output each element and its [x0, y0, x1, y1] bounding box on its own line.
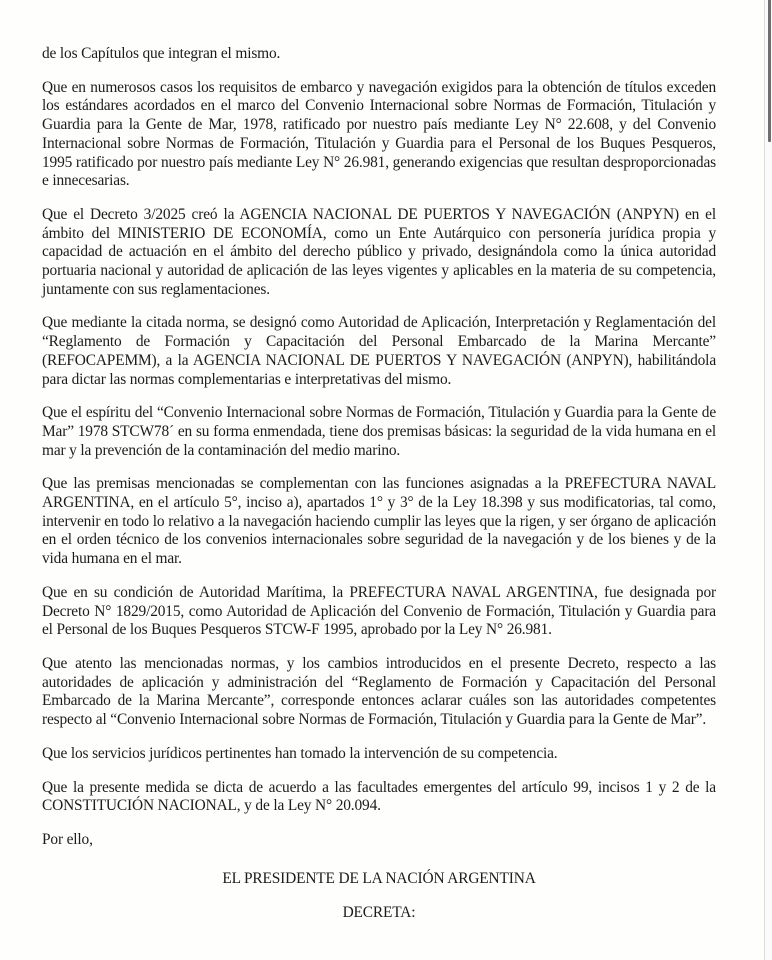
paragraph-chapters-continuation: de los Capítulos que integran el mismo.: [42, 45, 281, 62]
paragraph-facultades-constitucion: Que la presente medida se dicta de acuerdo a las facultades emergentes del artículo 99, incisos 1 y 2 de la CONSTITUCIÓN NACIONAL, y de la Ley N° 20.094.: [42, 778, 716, 815]
paragraph-premisas-prefectura: Que las premisas mencionadas se complementan con las funciones asignadas a la PREFECTURA NAVAL ARGENTINA, en el artículo 5°, inciso a), apartados 1° y 3° de la Ley 18.398 y sus modificatorias, tal como, intervenir en todo lo relativo a la navegación haciendo cumplir las leyes que la rigen, y ser órgano de aplicación en el orden técnico de los convenios internacionales sobre seguridad de la navegación y de los bienes y de la vida humana en el mar.: [42, 475, 716, 568]
paragraph-servicios-juridicos: Que los servicios jurídicos pertinentes han tomado la intervención de su competencia.: [42, 744, 558, 762]
decreta-heading: DECRETA:: [342, 904, 416, 922]
paragraph-requisitos-embarco: Que en numerosos casos los requisitos de embarco y navegación exigidos para la obtención de títulos exceden los estándares acordados en el marco del Convenio Internacional sobre Normas de Formación, Titulación y Guardia para la Gente de Mar, 1978, ratificado por nuestro país mediante Ley N° 22.608, y del Convenio Internacional sobre Normas de Formación, Titulación y Guardia para el Personal de los Buques Pesqueros, 1995 ratificado por nuestro país mediante Ley N° 26.981, generando exigencias que resultan desproporcionadas e innecesarias.: [42, 78, 716, 190]
paragraph-espiritu-convenio: Que el espíritu del “Convenio Internacional sobre Normas de Formación, Titulación y Guardia para la Gente de Mar” 1978 STCW78´ en su forma enmendada, tiene dos premisas básicas: la seguridad de la vida humana en el mar y la prevención de la contaminación del medio marino.: [42, 404, 716, 459]
closing-por-ello: Por ello,: [42, 830, 93, 848]
vertical-scrollbar[interactable]: [764, 0, 772, 960]
paragraph-refocapemm: Que mediante la citada norma, se designó como Autoridad de Aplicación, Interpretación y Reglamentación del “Reglamento de Formación y Capacitación del Personal Embarcado de la Marina Mercante” (REFOCAPEMM), a la AGENCIA NACIONAL DE PUERTOS Y NAVEGACIÓN (ANPYN), habilitándola para dictar las normas complementarias e interpretativas del mismo.: [42, 314, 716, 388]
paragraph-autoridad-maritima: Que en su condición de Autoridad Marítima, la PREFECTURA NAVAL ARGENTINA, fue designada por Decreto N° 1829/2015, como Autoridad de Aplicación del Convenio de Formación, Titulación y Guardia para el Personal de los Buques Pesqueros STCW-F 1995, aprobado por la Ley N° 26.981.: [42, 583, 716, 639]
president-heading: EL PRESIDENTE DE LA NACIÓN ARGENTINA: [222, 869, 536, 887]
document-page: [42, 45, 716, 938]
paragraph-atento-normas: Que atento las mencionadas normas, y los cambios introducidos en el presente Decreto, respecto a las autoridades de aplicación y administración del “Reglamento de Formación y Capacitación del Personal Embarcado de la Marina Mercante”, corresponde entonces aclarar cuáles son las autoridades competentes respecto al “Convenio Internacional sobre Normas de Formación, Titulación y Guardia para la Gente de Mar”.: [42, 654, 716, 729]
scrollbar-thumb[interactable]: [768, 0, 771, 142]
paragraph-decreto-3-2025: Que el Decreto 3/2025 creó la AGENCIA NACIONAL DE PUERTOS Y NAVEGACIÓN (ANPYN) en el ámbito del MINISTERIO DE ECONOMÍA, como un Ente Autárquico con personería jurídica propia y capacidad de actuación en el ámbito del derecho público y privado, designándola como la única autoridad portuaria nacional y autoridad de aplicación de las leyes vigentes y aplicables en la materia de su competencia, juntamente con sus reglamentaciones.: [42, 205, 716, 298]
